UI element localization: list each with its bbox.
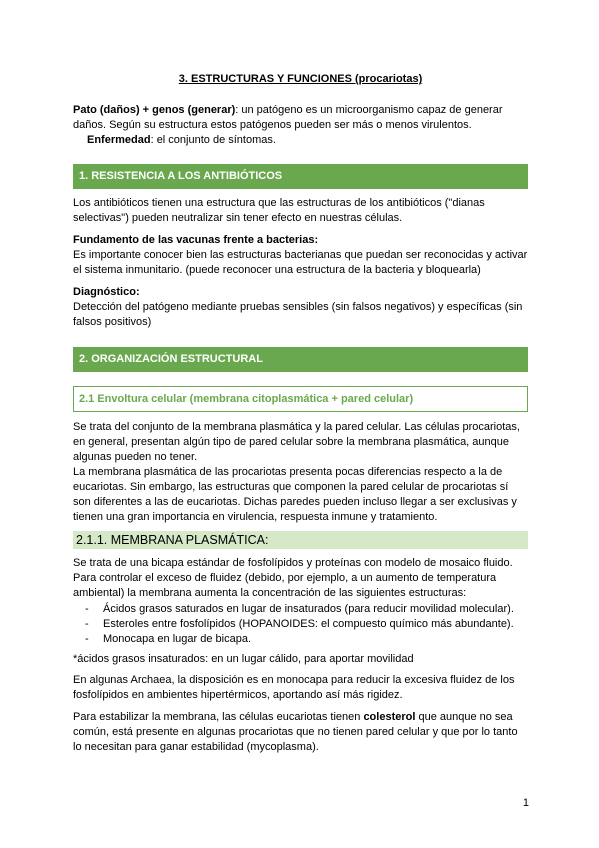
membrane-paragraph: Se trata de una bicapa estándar de fosfolípidos y proteínas con modelo de mosaico fluido. Para controlar el exceso de fluidez (debido, por ejemplo, a un aumento de temperatura ambiental) la membrana aumenta la concentración de las siguientes estructuras: xyxy=(73,557,513,599)
diagnosis-heading-text: Diagnóstico: xyxy=(73,286,140,298)
list-item: - Esteroles entre fosfolípidos (HOPANOIDES: el compuesto químico más abundante). xyxy=(73,617,528,632)
intro-text: : un patógeno es un microorganismo capaz de generar daños. Según su estructura estos patógenos pueden ser más o menos virulentos. xyxy=(73,104,503,131)
vaccines-heading-text: Fundamento de las vacunas frente a bacterias: xyxy=(73,234,319,246)
archaea-paragraph: En algunas Archaea, la disposición es en monocapa para reducir la excesiva fluidez de los fosfolípidos en ambientes hipertérmicos, aportando así más rigidez. xyxy=(73,674,515,701)
cholesterol-paragraph xyxy=(73,710,528,755)
envelope-paragraph-1: Se trata del conjunto de la membrana plasmática y la pared celular. Las células procariotas, en general, presentan algún tipo de pared celular sobre la membrana plasmática, aunque algunas pueden no tener. xyxy=(73,421,520,463)
subsection-2-1-heading: 2.1 Envoltura celular (membrana citoplasmática + pared celular) xyxy=(73,386,528,412)
enfermedad-text: : el conjunto de síntomas. xyxy=(150,134,276,146)
cholesterol-bold: colesterol xyxy=(363,711,416,723)
fatty-acids-note: *ácidos grasos insaturados: en un lugar cálido, para aportar movilidad xyxy=(73,653,414,665)
cholesterol-text-a: Para estabilizar la membrana, las células eucariotas tienen xyxy=(73,711,364,723)
diagnosis-heading xyxy=(73,285,528,300)
page-title: 3. ESTRUCTURAS Y FUNCIONES (procariotas) xyxy=(178,73,423,85)
enfermedad-label: Enfermedad xyxy=(87,134,151,146)
enfermedad-line xyxy=(73,133,528,148)
list-item: - Ácidos grasos saturados en lugar de insaturados (para reducir movilidad molecular). xyxy=(73,602,528,617)
vaccines-paragraph: Es importante conocer bien las estructuras bacterianas que puedan ser reconocidas y activar el sistema inmunitario. (puede reconocer una estructura de la bacteria y bloquearla) xyxy=(73,249,528,276)
envelope-paragraph-2: La membrana plasmática de las procariotas presenta pocas diferencias respecto a la de eucariotas. Sin embargo, las estructuras que componen la pared celular de procariotas sí son diferentes a las de eucariotas. Dichas paredes pueden incluso llegar a ser exclusivas y tienen una gran importancia en virulencia, respuesta inmune y tratamiento. xyxy=(73,466,517,523)
section-1-heading: 1. RESISTENCIA A LOS ANTIBIÓTICOS xyxy=(73,164,528,189)
subsection-2-1-1-heading: 2.1.1. MEMBRANA PLASMÁTICA: xyxy=(73,531,528,549)
section-2-heading: 2. ORGANIZACIÓN ESTRUCTURAL xyxy=(73,347,528,372)
page-content xyxy=(73,72,528,755)
membrane-structures-list xyxy=(73,602,528,647)
list-item: - Monocapa en lugar de bicapa. xyxy=(73,632,528,647)
intro-paragraph xyxy=(73,103,528,133)
diagnosis-paragraph: Detección del patógeno mediante pruebas sensibles (sin falsos negativos) y específicas (sin falsos positivos) xyxy=(73,301,523,328)
antibiotics-paragraph: Los antibióticos tienen una estructura que las estructuras de los antibióticos ("dianas selectivas") pueden neutralizar sin tener efecto en nuestras células. xyxy=(73,197,485,224)
vaccines-heading xyxy=(73,233,528,248)
page-number: 1 xyxy=(522,797,529,809)
cholesterol-text-b: que aunque no sea común, está presente en algunas procariotas que no tienen pared celular y que por lo tanto lo necesitan para ganar estabilidad (mycoplasma). xyxy=(73,711,518,753)
intro-bold-lead: Pato (daños) + genos (generar) xyxy=(73,104,236,116)
